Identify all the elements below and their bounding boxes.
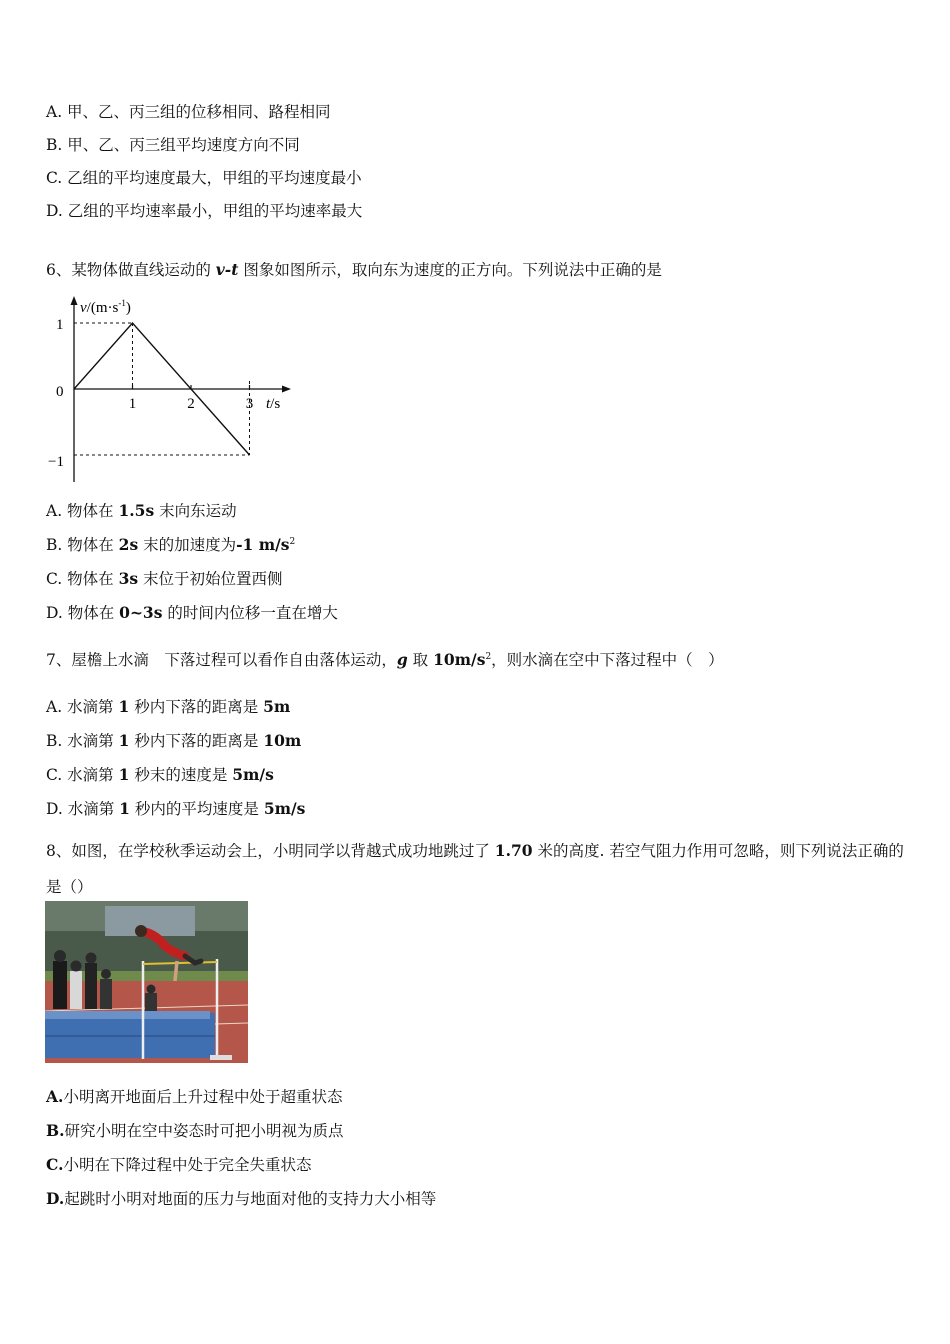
q7-b-text-2: 秒内下落的距离是 xyxy=(129,732,264,750)
q6-option-d xyxy=(46,603,338,623)
q6-b-exp: 2 xyxy=(289,537,296,547)
q8-stem xyxy=(46,833,908,905)
q6-d-value: 0~3s xyxy=(119,603,163,622)
q6-d-text: D. 物体在 xyxy=(46,604,120,622)
y-axis-label: $v/(m\cdot s^{-1})$ xyxy=(80,298,131,316)
q6-c-text-2: 末位于初始位置西侧 xyxy=(138,570,283,588)
x-axis-arrow xyxy=(282,386,291,393)
q7-stem-value: 10m/s xyxy=(433,650,486,669)
y-tick-label-neg1: −1 xyxy=(48,454,64,470)
q8-option-b xyxy=(46,1121,344,1141)
q7-a-text: A. 水滴第 xyxy=(46,698,119,716)
q6-b-text-2: 末的加速度为 xyxy=(138,536,237,554)
q7-a-value: 5m xyxy=(263,697,291,716)
q7-d-text: D. 水滴第 xyxy=(46,800,120,818)
q7-c-text: C. 水滴第 xyxy=(46,766,119,784)
q7-d-n: 1 xyxy=(119,799,130,818)
q8-option-a xyxy=(46,1087,342,1107)
q6-c-value: 3s xyxy=(118,569,139,588)
q8-a-text: 小明离开地面后上升过程中处于超重状态 xyxy=(63,1088,343,1106)
q8-b-text: 研究小明在空中姿态时可把小明视为质点 xyxy=(64,1122,344,1140)
q7-a-text-2: 秒内下落的距离是 xyxy=(129,698,264,716)
q6-option-b xyxy=(46,535,295,555)
q6-a-value: 1.5s xyxy=(118,501,155,520)
q6-stem-vt: v-t xyxy=(215,260,239,279)
q7-stem-text-3: ，则水滴在空中下落过程中（ ） xyxy=(491,651,724,669)
x-tick-label-2: 2 xyxy=(187,396,195,412)
q8-a-letter: A. xyxy=(46,1087,64,1106)
q7-a-n: 1 xyxy=(118,697,130,716)
q6-b-value: 2s xyxy=(118,535,139,554)
q7-stem-text: 7、屋檐上水滴 下落过程可以看作自由落体运动， xyxy=(46,651,397,669)
q7-c-n: 1 xyxy=(118,765,130,784)
high-jump-photo xyxy=(45,901,248,1063)
q7-option-d xyxy=(46,799,305,819)
q8-option-c xyxy=(46,1155,311,1175)
q7-c-value: 5m/s xyxy=(232,765,274,784)
q7-c-text-2: 秒末的速度是 xyxy=(129,766,233,784)
q7-option-a xyxy=(46,697,290,717)
q6-b-accel: -1 m/s xyxy=(236,535,290,554)
q5-option-a: A. 甲、乙、丙三组的位移相同、路程相同 xyxy=(46,103,331,121)
q8-d-text: 起跳时小明对地面的压力与地面对他的支持力大小相等 xyxy=(64,1190,437,1208)
q6-stem xyxy=(46,260,662,280)
y-tick-label-1: 1 xyxy=(56,317,64,333)
x-axis-label: t/s xyxy=(266,396,281,412)
q8-stem-text: 8、如图，在学校秋季运动会上，小明同学以背越式成功地跳过了 xyxy=(46,842,495,860)
q8-c-text: 小明在下降过程中处于完全失重状态 xyxy=(63,1156,312,1174)
q7-stem xyxy=(46,650,724,670)
q6-option-a xyxy=(46,501,237,521)
q7-stem-text-2: 取 xyxy=(407,651,434,669)
q7-b-text: B. 水滴第 xyxy=(46,732,119,750)
origin-label: 0 xyxy=(56,384,64,400)
q5-option-c: C. 乙组的平均速度最大，甲组的平均速度最小 xyxy=(46,169,362,187)
q8-option-d xyxy=(46,1189,436,1209)
q6-a-text: A. 物体在 xyxy=(46,502,119,520)
q6-stem-text: 6、某物体做直线运动的 xyxy=(46,261,216,279)
q7-b-value: 10m xyxy=(263,731,302,750)
x-tick-label-3: 3 xyxy=(245,396,254,412)
q8-d-letter: D. xyxy=(46,1189,65,1208)
y-axis-arrow xyxy=(71,296,78,305)
q7-option-c xyxy=(46,765,274,785)
vt-graph xyxy=(48,292,298,487)
q7-option-b xyxy=(46,731,301,751)
q7-stem-exp: 2 xyxy=(485,652,492,662)
q7-d-value: 5m/s xyxy=(263,799,306,818)
q7-b-n: 1 xyxy=(118,731,130,750)
q6-option-c xyxy=(46,569,283,589)
q8-c-letter: C. xyxy=(46,1155,64,1174)
q6-a-text-2: 末向东运动 xyxy=(154,502,237,520)
x-tick-label-1: 1 xyxy=(128,396,137,412)
q6-d-text-2: 的时间内位移一直在增大 xyxy=(162,604,338,622)
q6-b-text: B. 物体在 xyxy=(46,536,119,554)
q5-option-d: D. 乙组的平均速率最小，甲组的平均速率最大 xyxy=(46,202,363,220)
q8-b-letter: B. xyxy=(46,1121,65,1140)
q8-stem-text-2: 米的高度. 若空气阻力作用可忽略，则下列说法正确的是（） xyxy=(46,842,904,896)
q6-c-text: C. 物体在 xyxy=(46,570,119,588)
q8-stem-value: 1.70 xyxy=(494,841,533,860)
q5-option-b: B. 甲、乙、丙三组平均速度方向不同 xyxy=(46,136,300,154)
q7-stem-g: g xyxy=(396,650,408,669)
q7-d-text-2: 秒内的平均速度是 xyxy=(129,800,264,818)
q6-stem-text-2: 图象如图所示，取向东为速度的正方向。下列说法中正确的是 xyxy=(238,261,662,279)
